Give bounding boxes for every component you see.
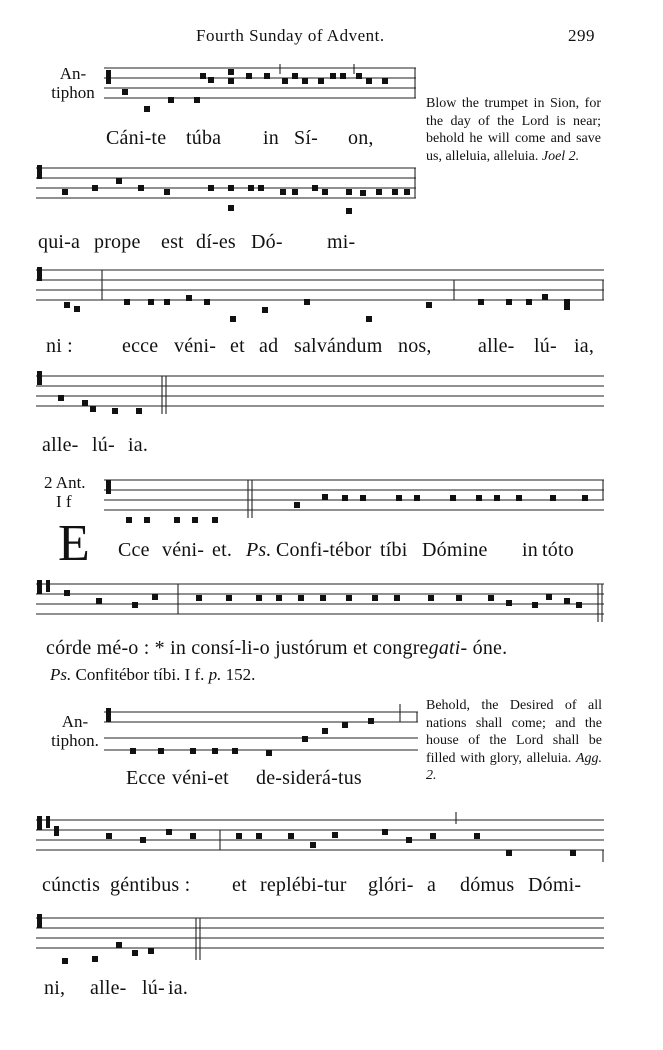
syllable: salvándum <box>294 335 383 357</box>
staff-9 <box>36 910 604 966</box>
syllable: ni : <box>46 335 73 357</box>
syllable: tóto <box>542 539 574 561</box>
staff-6-svg <box>36 576 604 628</box>
syllable: ia. <box>168 977 189 999</box>
staff-8-svg <box>36 812 604 870</box>
staff-2 <box>36 160 416 222</box>
antiphon-label-line2: tiphon <box>51 83 95 102</box>
neumes-7 <box>106 708 374 756</box>
antiphon-label <box>48 64 98 102</box>
staff-5-svg <box>104 472 604 524</box>
psalm-ref-page: 152. <box>225 665 256 684</box>
translation-1-text: Blow the trumpet in Sion, for the day of the Lord is near; behold he will come and save us, alleluia, alleluia. <box>426 96 601 164</box>
staff-8 <box>36 812 604 870</box>
syllable: Dó- <box>251 231 283 253</box>
syllable: ia. <box>128 434 149 456</box>
syllable: véni- <box>174 335 217 357</box>
syllable: véni- <box>162 539 205 561</box>
syllable: replébi-tur <box>260 874 347 896</box>
staff-6 <box>36 576 604 628</box>
syllable: de-siderá-tus <box>256 767 362 789</box>
staff-4-svg <box>36 368 604 420</box>
staff-7-svg <box>104 700 418 760</box>
syllable: ad <box>259 335 279 357</box>
staff-3 <box>36 262 604 324</box>
syllable: alle- <box>90 977 127 999</box>
antiphon-3-label-line1: An- <box>61 712 89 731</box>
neumes-3 <box>37 267 570 322</box>
syllable: mi- <box>327 231 356 253</box>
translation-1-ref: Joel 2. <box>541 148 580 164</box>
neumes-1 <box>106 69 388 112</box>
psalm-verse-italic: gati- <box>428 637 468 659</box>
page-number: 299 <box>568 26 595 45</box>
lyric-line-6 <box>46 637 507 660</box>
staff-2-svg <box>36 160 416 222</box>
syllable: véni-et <box>172 767 229 789</box>
staff-4 <box>36 368 604 420</box>
psalm-verse-text: córde mé-o : * in consí-li-o justórum et congre <box>46 637 429 659</box>
psalm-marker: Ps. <box>246 539 272 561</box>
syllable: Dómine <box>422 539 488 561</box>
neumes-5 <box>106 480 588 523</box>
syllable: on, <box>348 127 374 149</box>
syllable: glóri- <box>368 874 414 896</box>
syllable: et <box>232 874 247 896</box>
syllable: túba <box>186 127 222 149</box>
syllable: alle- <box>42 434 79 456</box>
syllable: Cáni-te <box>106 127 167 149</box>
syllable: ia, <box>574 335 595 357</box>
syllable: géntibus : <box>110 874 191 896</box>
syllable: prope <box>94 231 141 253</box>
staff-7 <box>104 700 418 760</box>
neumes-4 <box>37 371 142 414</box>
syllable: et <box>230 335 245 357</box>
syllable: tíbi <box>380 539 408 561</box>
antiphon-2-label-line1: 2 Ant. <box>44 473 86 492</box>
syllable: ecce <box>122 335 159 357</box>
translation-3 <box>426 697 602 785</box>
antiphon-2-label <box>44 473 102 511</box>
staff-5 <box>104 472 604 524</box>
syllable: lú- <box>92 434 115 456</box>
running-title: Fourth Sunday of Advent. <box>196 26 385 45</box>
translation-1 <box>426 95 601 165</box>
neumes-2 <box>37 165 410 214</box>
staff-1 <box>104 60 416 110</box>
staff-9-svg <box>36 910 604 966</box>
syllable: lú- <box>142 977 165 999</box>
antiphon-3-label <box>48 712 102 750</box>
syllable: dómus <box>460 874 515 896</box>
syllable: Sí- <box>294 127 318 149</box>
syllable: est <box>161 231 184 253</box>
syllable: dí-es <box>196 231 236 253</box>
neumes-9 <box>37 914 154 964</box>
psalm-ref-text: Confitébor tíbi. I f. <box>75 665 205 684</box>
staff-3-svg <box>36 262 604 324</box>
syllable: a <box>427 874 437 896</box>
syllable: nos, <box>398 335 432 357</box>
syllable: in <box>263 127 279 149</box>
antiphon-label-line1: An- <box>59 64 87 83</box>
translation-3-ref: Agg. 2. <box>426 750 603 783</box>
psalm-ref-marker: Ps. <box>50 665 72 684</box>
syllable: ni, <box>44 977 66 999</box>
syllable: Ecce <box>126 767 166 789</box>
syllable: qui-a <box>38 231 81 253</box>
syllable: cúnctis <box>42 874 101 896</box>
syllable: in <box>522 539 538 561</box>
psalm-reference <box>50 665 255 685</box>
antiphon-3-label-line2: tiphon. <box>51 731 99 750</box>
syllable: lú- <box>534 335 557 357</box>
initial-letter: E <box>58 515 90 572</box>
staff-1-svg <box>104 60 416 110</box>
syllable: et. <box>212 539 233 561</box>
syllable: Cce <box>118 539 150 561</box>
psalm-ref-page-marker: p. <box>208 665 222 684</box>
syllable: Confi-tébor <box>276 539 372 561</box>
translation-3-text: Behold, the Desired of all nations shall come; and the house of the Lord shall be filled with glory, alleluia. <box>426 698 602 766</box>
antiphon-2-label-line2: I f <box>56 492 72 511</box>
syllable: alle- <box>478 335 515 357</box>
psalm-verse-end: óne. <box>467 637 508 659</box>
syllable: Dómi- <box>528 874 582 896</box>
